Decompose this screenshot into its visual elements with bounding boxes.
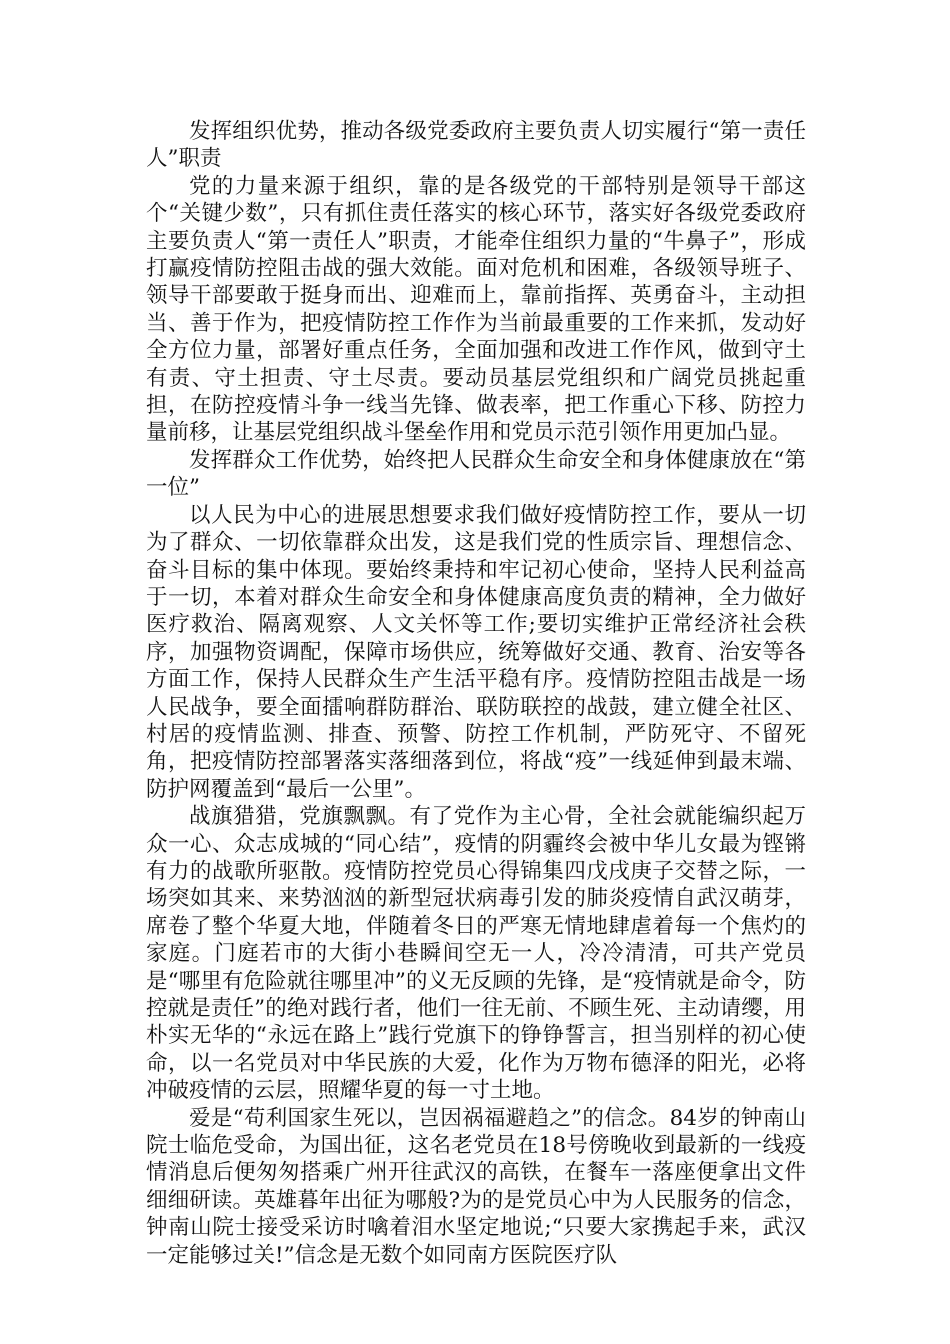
body-paragraph: 以人民为中心的进展思想要求我们做好疫情防控工作，要从一切为了群众、一切依靠群众出发，这是我们党的性质宗旨、理想信念、奋斗目标的集中体现。要始终秉持和牢记初心使命，坚持人民利益高于一切，本着对群众生命安全和身体健康高度负责的精神，全力做好医疗救治、隔离观察、人文关怀等工作;要切实维护正常经济社会秩序，加强物资调配，保障市场供应，统筹做好交通、教育、治安等各方面工作，保持人民群众生产生活平稳有序。疫情防控阻击战是一场人民战争，要全面擂响群防群治、联防联控的战鼓，建立健全社区、村居的疫情监测、排查、预警、防控工作机制，严防死守、不留死角，把疫情防控部署落实落细落到位，将战“疫”一线延伸到最末端、防护网覆盖到“最后一公里”。 bbox=[146, 502, 806, 802]
document-body bbox=[146, 118, 806, 1269]
section-heading: 发挥组织优势，推动各级党委政府主要负责人切实履行“第一责任人”职责 bbox=[146, 119, 806, 172]
body-paragraph: 爱是“苟利国家生死以，岂因祸福避趋之”的信念。84岁的钟南山院士临危受命，为国出征，这名老党员在18号傍晚收到最新的一线疫情消息后便匆匆搭乘广州开往武汉的高铁，在餐车一落座便拿出文件细细研读。英雄暮年出征为哪般?为的是党员心中为人民服务的信念，钟南山院士接受采访时噙着泪水坚定地说;“只要大家携起手来，武汉一定能够过关!”信念是无数个如同南方医院医疗队 bbox=[146, 1105, 806, 1268]
body-paragraph: 党的力量来源于组织，靠的是各级党的干部特别是领导干部这个“关键少数”，只有抓住责任落实的核心环节，落实好各级党委政府主要负责人“第一责任人”职责，才能牵住组织力量的“牛鼻子”，形成打赢疫情防控阻击战的强大效能。面对危机和困难，各级领导班子、领导干部要敢于挺身而出、迎难而上，靠前指挥、英勇奋斗，主动担当、善于作为，把疫情防控工作作为当前最重要的工作来抓，发动好全方位力量，部署好重点任务，全面加强和改进工作作风，做到守土有责、守土担责、守土尽责。要动员基层党组织和广阔党员挑起重担，在防控疫情斗争一线当先锋、做表率，把工作重心下移、防控力量前移，让基层党组织战斗堡垒作用和党员示范引领作用更加凸显。 bbox=[146, 173, 806, 446]
section-heading: 发挥群众工作优势，始终把人民群众生命安全和身体健康放在“第一位” bbox=[146, 447, 806, 501]
body-paragraph: 战旗猎猎，党旗飘飘。有了党作为主心骨，全社会就能编织起万众一心、众志成城的“同心结”，疫情的阴霾终会被中华儿女最为铿锵有力的战歌所驱散。疫情防控党员心得锦集四戊戌庚子交替之际，一场突如其来、来势汹汹的新型冠状病毒引发的肺炎疫情自武汉萌芽，席卷了整个华夏大地，伴随着冬日的严寒无情地肆虐着每一个焦灼的家庭。门庭若市的大街小巷瞬间空无一人，冷冷清清，可共产党员是“哪里有危险就往哪里冲”的义无反顾的先锋，是“疫情就是命令，防控就是责任”的绝对践行者，他们一往无前、不顾生死、主动请缨，用朴实无华的“永远在路上”践行党旗下的铮铮誓言，担当别样的初心使命，以一名党员对中华民族的大爱，化作为万物布德泽的阳光，必将冲破疫情的云层，照耀华夏的每一寸土地。 bbox=[146, 804, 806, 1104]
